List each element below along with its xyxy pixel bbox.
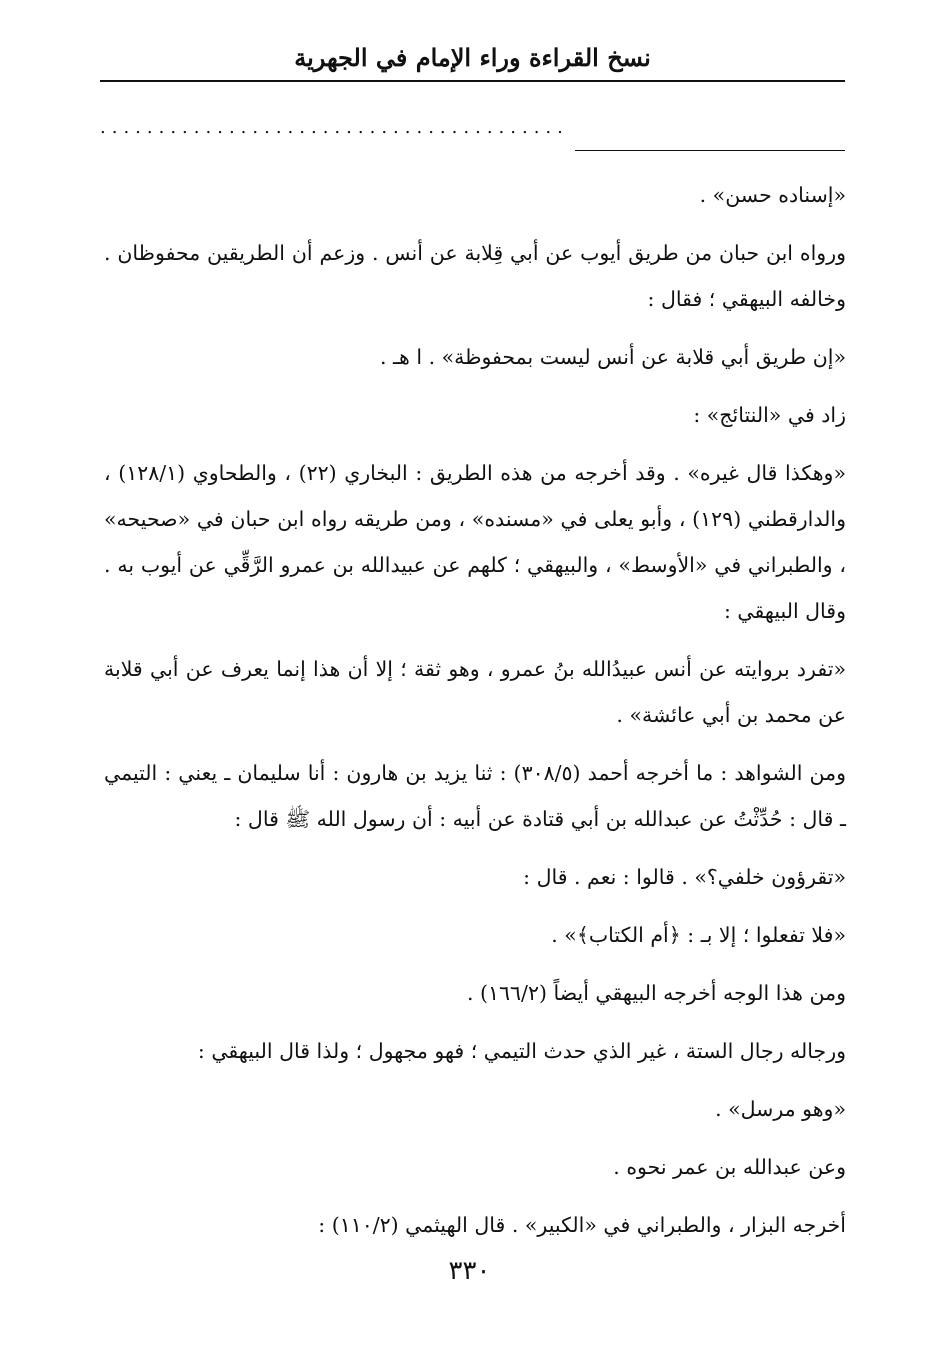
footnote-rule [575, 150, 845, 151]
paragraph-tafarrud: «تفرد بروايته عن أنس عبيدُالله بنُ عمرو ، وهو ثقة ؛ إلا أن هذا إنما يعرف عن أبي قلابة عن محمد بن أبي عائشة» . [104, 657, 846, 727]
paragraph-quote-baihaqi: «إن طريق أبي قلابة عن أنس ليست بمحفوظة» . ا هـ . [380, 345, 846, 369]
footnote-dots: ........................................ [100, 117, 569, 138]
paragraph-rijal: ورجاله رجال الستة ، غير الذي حدث التيمي ؛ فهو مجهول ؛ ولذا قال البيهقي : [197, 1039, 846, 1063]
running-head: نسخ القراءة وراء الإمام في الجهرية [294, 43, 651, 72]
paragraph-takhrij: «وهكذا قال غيره» . وقد أخرجه من هذه الطريق : البخاري (٢٢) ، والطحاوي (١٢٨/١) ، والدارقطني (١٢٩) ، وأبو يعلى في «مسنده» ، ومن طريقه رواه ابن حبان في «صحيحه» ، والطبراني في «الأوسط» ، والبيهقي ؛ كلهم عن عبيدالله بن عمرو الرَّقِّي عن أيوب به . وقال البيهقي : [104, 461, 846, 623]
paragraph-baihaqi-aydan: ومن هذا الوجه أخرجه البيهقي أيضاً (١٦٦/٢) . [466, 981, 846, 1005]
paragraph-mursal: «وهو مرسل» . [715, 1097, 846, 1121]
paragraph-ibn-umar: وعن عبدالله بن عمر نحوه . [613, 1155, 846, 1179]
header-rule [100, 80, 845, 82]
body-text [104, 172, 846, 1260]
paragraph-taqraun: «تقرؤون خلفي؟» . قالوا : نعم . قال : [523, 865, 846, 889]
paragraph-shawahid: ومن الشواهد : ما أخرجه أحمد (٣٠٨/٥) : ثنا يزيد بن هارون : أنا سليمان ـ يعني : التيمي ـ قال : حُدِّثْتُ عن عبدالله بن أبي قتادة عن أبيه : أن رسول الله ﷺ قال : [104, 761, 846, 831]
paragraph-bazzar: أخرجه البزار ، والطبراني في «الكبير» . قال الهيثمي (١١٠/٢) : [318, 1213, 846, 1237]
page-number: ٣٣٠ [448, 1256, 491, 1286]
paragraph-ibn-hibban: ورواه ابن حبان من طريق أيوب عن أبي قِلابة عن أنس . وزعم أن الطريقين محفوظان . وخالفه البيهقي ؛ فقال : [104, 241, 846, 311]
paragraph-natayij: زاد في «النتائج» : [693, 403, 846, 427]
paragraph-quote-isnad: «إسناده حسن» . [699, 183, 846, 207]
paragraph-fala-tafalu: «فلا تفعلوا ؛ إلا بـ : ﴿أم الكتاب﴾» . [551, 923, 846, 947]
